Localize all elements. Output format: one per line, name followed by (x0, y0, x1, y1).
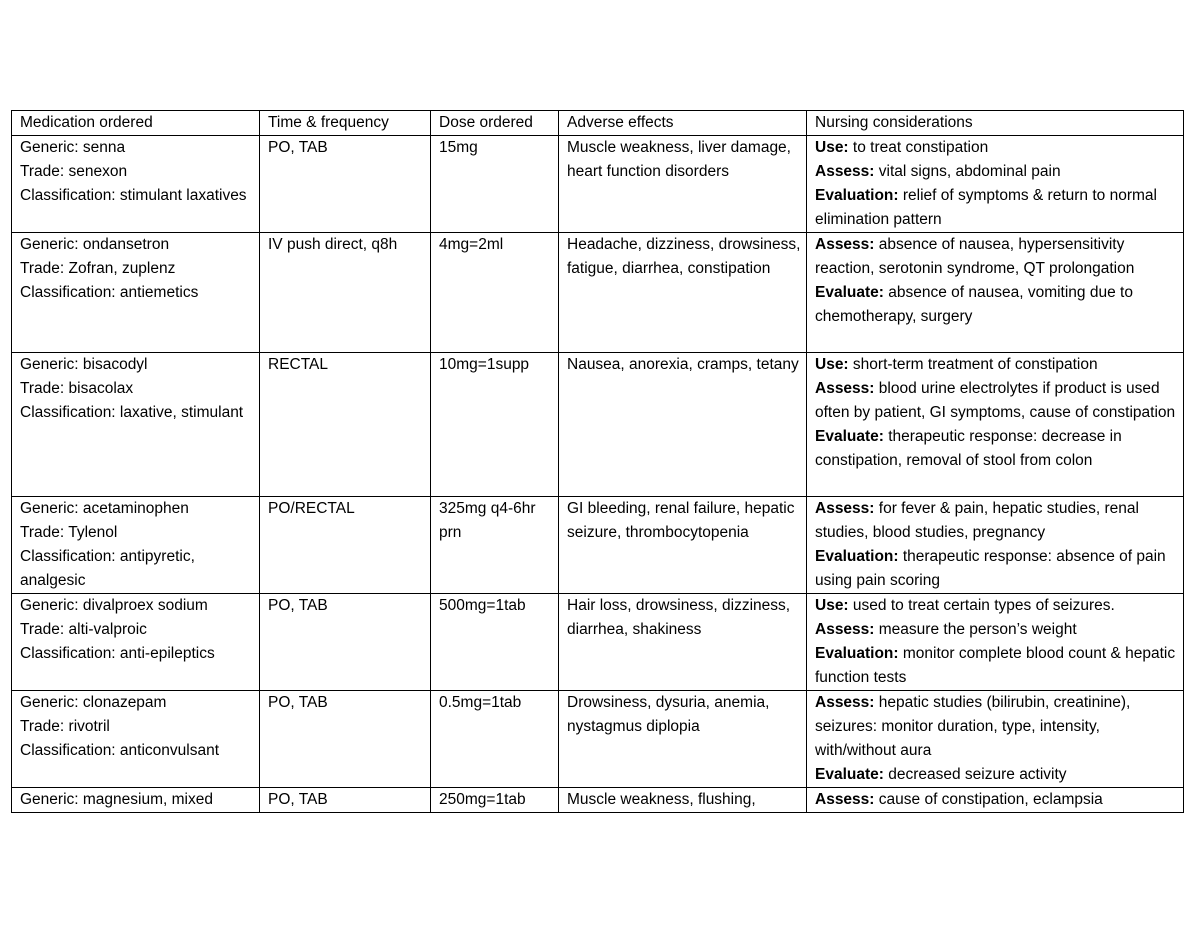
nursing-considerations-cell (807, 136, 1184, 233)
time-frequency-cell: PO, TAB (260, 136, 431, 233)
nursing-item-text: therapeutic response: absence of pain using pain scoring (815, 548, 1166, 589)
table-row (12, 353, 1184, 497)
nursing-considerations-cell (807, 691, 1184, 788)
medication-line: Classification: anticonvulsant (20, 742, 220, 759)
time-frequency-cell: PO/RECTAL (260, 497, 431, 594)
medication-line: Classification: stimulant laxatives (20, 187, 247, 204)
nursing-item (815, 377, 1183, 425)
nursing-item (815, 497, 1183, 545)
header-time-frequency: Time & frequency (260, 111, 431, 136)
nursing-item-label: Assess: (815, 500, 875, 517)
nursing-item (815, 545, 1183, 593)
nursing-item (815, 281, 1183, 329)
time-frequency-cell: PO, TAB (260, 594, 431, 691)
nursing-item (815, 136, 1183, 160)
header-nursing-considerations: Nursing considerations (807, 111, 1184, 136)
medication-line: Trade: bisacolax (20, 380, 134, 397)
medication-line: Generic: acetaminophen (20, 500, 189, 517)
nursing-item (815, 353, 1183, 377)
medication-cell (12, 497, 260, 594)
medication-line: Classification: antipyretic, analgesic (20, 548, 195, 589)
medication-cell (12, 691, 260, 788)
adverse-effects-cell: Headache, dizziness, drowsiness, fatigue, diarrhea, constipation (559, 233, 807, 353)
dose-cell: 0.5mg=1tab (431, 691, 559, 788)
nursing-item (815, 184, 1183, 232)
dose-cell: 500mg=1tab (431, 594, 559, 691)
table-row (12, 497, 1184, 594)
nursing-item-label: Evaluate: (815, 766, 884, 783)
nursing-item-label: Assess: (815, 163, 875, 180)
dose-cell: 250mg=1tab (431, 788, 559, 813)
table-row (12, 233, 1184, 353)
dose-cell: 4mg=2ml (431, 233, 559, 353)
time-frequency-cell: PO, TAB (260, 691, 431, 788)
header-row (12, 111, 1184, 136)
nursing-item-label: Assess: (815, 236, 875, 253)
medication-line: Classification: anti-epileptics (20, 645, 215, 662)
medication-line: Generic: senna (20, 139, 126, 156)
medication-cell (12, 353, 260, 497)
nursing-item-label: Evaluate: (815, 284, 884, 301)
medication-line: Trade: rivotril (20, 718, 110, 735)
nursing-item-label: Use: (815, 356, 849, 373)
dose-cell: 325mg q4-6hr prn (431, 497, 559, 594)
nursing-item-label: Evaluation: (815, 187, 899, 204)
nursing-item-text: to treat constipation (848, 139, 989, 156)
nursing-item-text: for fever & pain, hepatic studies, renal studies, blood studies, pregnancy (815, 500, 1139, 541)
dose-cell: 15mg (431, 136, 559, 233)
nursing-item-text: relief of symptoms & return to normal elimination pattern (815, 187, 1157, 228)
medication-cell (12, 788, 260, 813)
header-medication: Medication ordered (12, 111, 260, 136)
nursing-item (815, 788, 1183, 812)
medication-cell (12, 594, 260, 691)
nursing-item (815, 691, 1183, 763)
medication-line: Generic: magnesium, mixed (20, 791, 213, 808)
medication-cell (12, 136, 260, 233)
nursing-considerations-cell (807, 353, 1184, 497)
time-frequency-cell: PO, TAB (260, 788, 431, 813)
nursing-item-label: Assess: (815, 694, 875, 711)
nursing-item-label: Use: (815, 597, 849, 614)
adverse-effects-cell: Muscle weakness, flushing, (559, 788, 807, 813)
nursing-item-label: Evaluation: (815, 645, 899, 662)
nursing-considerations-cell (807, 594, 1184, 691)
nursing-item (815, 618, 1183, 642)
nursing-item (815, 233, 1183, 281)
adverse-effects-cell: Muscle weakness, liver damage, heart function disorders (559, 136, 807, 233)
nursing-item-label: Evaluation: (815, 548, 899, 565)
medication-line: Generic: divalproex sodium (20, 597, 208, 614)
nursing-item-label: Assess: (815, 621, 875, 638)
adverse-effects-cell: Drowsiness, dysuria, anemia, nystagmus diplopia (559, 691, 807, 788)
time-frequency-cell: RECTAL (260, 353, 431, 497)
medication-line: Trade: Zofran, zuplenz (20, 260, 176, 277)
nursing-item-text: cause of constipation, eclampsia (874, 791, 1103, 808)
nursing-item-label: Use: (815, 139, 849, 156)
medication-line: Classification: antiemetics (20, 284, 199, 301)
nursing-item-text: blood urine electrolytes if product is used often by patient, GI symptoms, cause of constipation (815, 380, 1176, 421)
nursing-item (815, 160, 1183, 184)
nursing-item (815, 642, 1183, 690)
nursing-considerations-cell (807, 788, 1184, 813)
nursing-item-text: absence of nausea, vomiting due to chemotherapy, surgery (815, 284, 1133, 325)
nursing-item-text: monitor complete blood count & hepatic function tests (815, 645, 1176, 686)
medication-table (11, 110, 1184, 813)
medication-line: Classification: laxative, stimulant (20, 404, 244, 421)
nursing-item-text: absence of nausea, hypersensitivity reaction, serotonin syndrome, QT prolongation (815, 236, 1135, 277)
nursing-item (815, 763, 1183, 787)
nursing-item (815, 425, 1183, 473)
adverse-effects-cell: GI bleeding, renal failure, hepatic seizure, thrombocytopenia (559, 497, 807, 594)
header-adverse-effects: Adverse effects (559, 111, 807, 136)
medication-line: Generic: bisacodyl (20, 356, 148, 373)
nursing-item-label: Assess: (815, 380, 875, 397)
medication-cell (12, 233, 260, 353)
medication-line: Trade: alti-valproic (20, 621, 147, 638)
nursing-item-label: Assess: (815, 791, 875, 808)
table-row (12, 136, 1184, 233)
nursing-item-text: therapeutic response: decrease in constipation, removal of stool from colon (815, 428, 1122, 469)
table-body (12, 136, 1184, 813)
table-row (12, 594, 1184, 691)
nursing-item-label: Evaluate: (815, 428, 884, 445)
nursing-item-text: short-term treatment of constipation (848, 356, 1098, 373)
nursing-item-text: measure the person’s weight (874, 621, 1077, 638)
nursing-item-text: decreased seizure activity (883, 766, 1067, 783)
nursing-item (815, 594, 1183, 618)
header-dose: Dose ordered (431, 111, 559, 136)
nursing-item-text: vital signs, abdominal pain (874, 163, 1061, 180)
nursing-item-text: used to treat certain types of seizures. (848, 597, 1115, 614)
time-frequency-cell: IV push direct, q8h (260, 233, 431, 353)
medication-line: Trade: senexon (20, 163, 128, 180)
table-row (12, 691, 1184, 788)
nursing-item-text: hepatic studies (bilirubin, creatinine), seizures: monitor duration, type, intensity, with/without aura (815, 694, 1131, 759)
nursing-considerations-cell (807, 233, 1184, 353)
medication-line: Trade: Tylenol (20, 524, 118, 541)
nursing-considerations-cell (807, 497, 1184, 594)
adverse-effects-cell: Nausea, anorexia, cramps, tetany (559, 353, 807, 497)
medication-line: Generic: clonazepam (20, 694, 167, 711)
medication-line: Generic: ondansetron (20, 236, 170, 253)
adverse-effects-cell: Hair loss, drowsiness, dizziness, diarrhea, shakiness (559, 594, 807, 691)
table-row (12, 788, 1184, 813)
dose-cell: 10mg=1supp (431, 353, 559, 497)
